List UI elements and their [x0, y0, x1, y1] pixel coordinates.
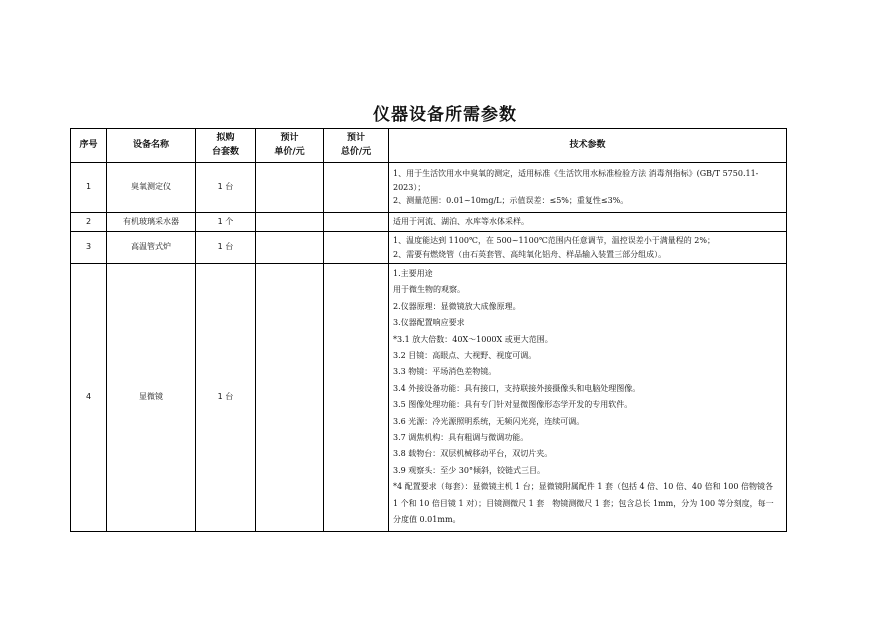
spec-line: 2.仪器原理：显微镜放大成像原理。 [393, 301, 521, 311]
cell-qty: 1 台 [196, 264, 256, 532]
header-qty-line2: 台套数 [211, 146, 239, 157]
spec-line: *4 配置要求（每套）：显微镜主机 1 台；显微镜附属配件 1 套（包括 4 倍、10 倍、40 倍和 100 倍物镜各 1 个和 10 倍目镜 1 对）；目镜测微尺 1 套 物镜测微尺 1 套；包含总长 1mm，分为 100 等分刻度，每一分度值 0.01mm。 [393, 482, 774, 525]
cell-name: 臭氧测定仪 [107, 163, 196, 213]
cell-unit-price [256, 163, 324, 213]
header-name: 设备名称 [107, 129, 196, 163]
cell-seq: 3 [71, 232, 107, 264]
cell-qty: 1 个 [196, 213, 256, 232]
header-total-price [324, 129, 389, 163]
spec-line: 3.4 外接设备功能：具有接口，支持联接外接摄像头和电脑处理图像。 [393, 383, 641, 393]
equipment-spec-table [70, 128, 787, 532]
cell-seq: 1 [71, 163, 107, 213]
cell-unit-price [256, 264, 324, 532]
cell-total-price [324, 232, 389, 264]
header-unit-line1: 预计 [280, 133, 299, 144]
spec-line: 3.3 物镜：平场消色差物镜。 [393, 367, 497, 377]
spec-line: 2、测量范围：0.01~10mg/L；示值误差：≤5%；重复性≤3%。 [393, 196, 629, 206]
cell-total-price [324, 264, 389, 532]
table-header-row [71, 129, 787, 163]
spec-line: *3.1 放大倍数：40X～1000X 或更大范围。 [393, 334, 553, 344]
cell-total-price [324, 163, 389, 213]
table-row [71, 213, 787, 232]
spec-line: 2、需要有燃烧管（由石英套管、高纯氧化铝舟、样品输入装置三部分组成）。 [393, 249, 667, 259]
header-unit-line2: 单价/元 [274, 146, 305, 157]
table-row [71, 232, 787, 264]
spec-line: 3.6 光源：冷光源照明系统，无频闪光亮，连续可调。 [393, 416, 585, 426]
spec-line: 3.9 观察头：至少 30°倾斜，铰链式三目。 [393, 465, 545, 475]
cell-unit-price [256, 232, 324, 264]
cell-specs [389, 163, 787, 213]
spec-line: 1、温度能达到 1100℃，在 500~1100℃范围内任意调节，温控误差小于满量程的 2%； [393, 236, 715, 245]
table-row [71, 163, 787, 213]
page-title: 仪器设备所需参数 [373, 105, 517, 125]
spec-line: 1.主要用途 [393, 269, 433, 278]
spec-line: 用于微生物的观察。 [393, 285, 465, 295]
spec-line: 3.仪器配置响应要求 [393, 318, 465, 328]
spec-line: 3.7 调焦机构：具有粗调与微调功能。 [393, 433, 529, 443]
cell-specs [389, 232, 787, 264]
cell-total-price [324, 213, 389, 232]
spec-line: 适用于河流、湖泊、水库等水体采样。 [393, 217, 529, 227]
table-row [71, 264, 787, 532]
spec-line: 3.5 图像处理功能：具有专门针对显微图像形态学开发的专用软件。 [393, 400, 633, 410]
cell-qty: 1 台 [196, 163, 256, 213]
cell-specs [389, 264, 787, 532]
cell-specs [389, 213, 787, 232]
header-qty-line1: 拟购 [216, 133, 235, 144]
spec-line: 3.8 载物台：双层机械移动平台，双切片夹。 [393, 449, 553, 459]
cell-seq: 4 [71, 264, 107, 532]
cell-name: 高温管式炉 [107, 232, 196, 264]
cell-unit-price [256, 213, 324, 232]
header-qty [196, 129, 256, 163]
header-seq: 序号 [71, 129, 107, 163]
cell-name: 有机玻璃采水器 [107, 213, 196, 232]
cell-qty: 1 台 [196, 232, 256, 264]
spec-line: 3.2 目镜：高眼点、大视野、视度可调。 [393, 351, 537, 361]
header-unit-price [256, 129, 324, 163]
header-total-line1: 预计 [346, 133, 365, 144]
spec-line: 1、用于生活饮用水中臭氧的测定，适用标准《生活饮用水标准检验方法 消毒剂指标》(GB/T 5750.11-2023）； [393, 169, 759, 192]
header-total-line2: 总价/元 [340, 146, 372, 157]
cell-name: 显微镜 [107, 264, 196, 532]
cell-seq: 2 [71, 213, 107, 232]
header-specs: 技术参数 [389, 129, 787, 163]
